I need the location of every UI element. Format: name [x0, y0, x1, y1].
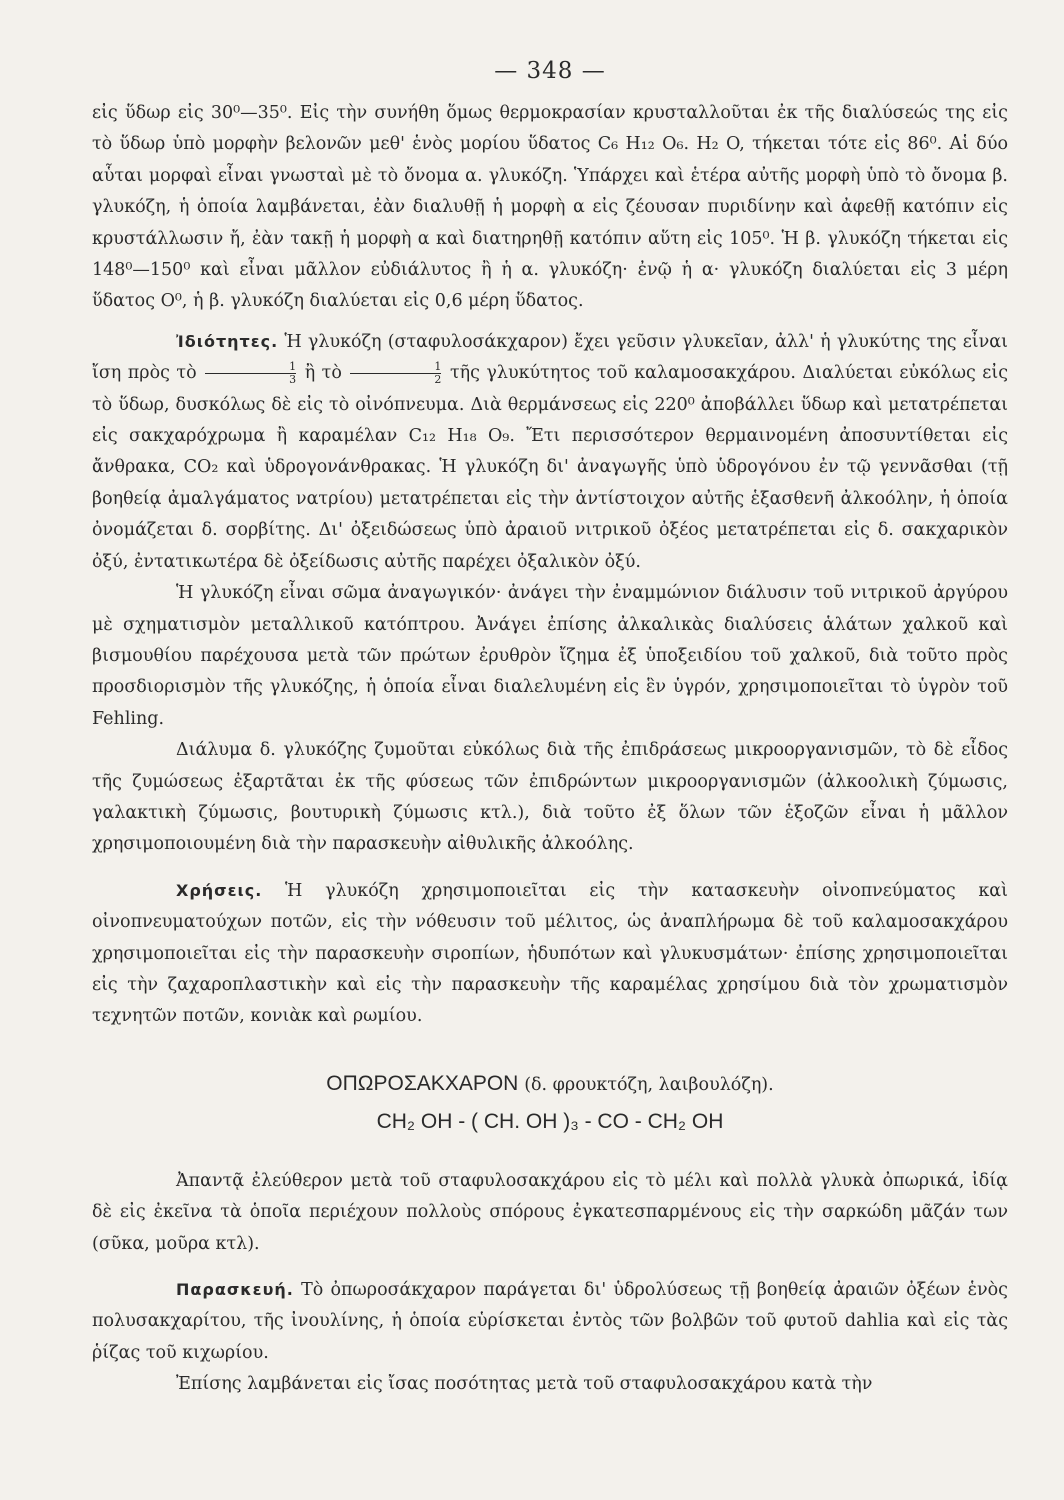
fraction-numerator: 1	[205, 361, 296, 374]
section-title-main: ΟΠΩΡΟΣΑΚΧΑΡΟΝ	[326, 1071, 519, 1095]
preparation-text: Τὸ ὀπωροσάκχαρον παράγεται δι' ὑδρολύσεως τῇ βοηθείᾳ ἀραιῶν ὀξέων ἑνὸς πολυσακχαρίτου, τῆς ἰνουλίνης, ἡ ὁποία εὑρίσκεται ἐντὸς τῶν βολβῶν τοῦ φυτοῦ dahlia καὶ εἰς τὰς ῥίζας τοῦ κιχωρίου.	[92, 1280, 1008, 1363]
properties-heading: Ἰδιότητες.	[176, 331, 279, 351]
fraction-one-half	[350, 361, 441, 386]
paragraph-occurrence: Ἀπαντᾷ ἐλεύθερον μετὰ τοῦ σταφυλοσακχάρου εἰς τὸ μέλι καὶ πολλὰ γλυκὰ ὀπωρικά, ἰδίᾳ δὲ εἰς ἐκεῖνα τὰ ὁποῖα περιέχουν πολλοὺς σπόρους ἐγκατεσπαρμένους εἰς τὴν σαρκώδη μᾶζάν των (σῦκα, μοῦρα κτλ).	[92, 1170, 1008, 1254]
chemical-formula: CH₂ OH - ( CH. OH )₃ - CO - CH₂ OH	[376, 1109, 724, 1133]
uses-heading: Χρήσεις.	[176, 880, 263, 900]
fraction-numerator: 1	[350, 361, 441, 374]
fraction-one-third	[205, 361, 296, 386]
fraction-denominator: 3	[289, 373, 297, 387]
section-title	[92, 1069, 1008, 1100]
uses-text: Ἡ γλυκόζη χρησιμοποιεῖται εἰς τὴν κατασκευὴν οἰνοπνεύματος καὶ οἰνοπνευματούχων ποτῶν, εἰς τὴν νόθευσιν τοῦ μέλιτος, ὡς ἀναπλήρωμα δὲ τοῦ καλαμοσακχάρου χρησιμοποιεῖται εἰς τὴν παρασκευὴν σιροπίων, ἡδυπότων καὶ γλυκυσμάτων· ἐπίσης χρησιμοποιεῖται εἰς τὴν ζαχαροπλαστικὴν καὶ εἰς τὴν παρασκευὴν τῆς καραμέλας χρησίμου διὰ τὸν χρωματισμὸν τεχνητῶν ποτῶν, κονιὰκ καὶ ρωμίου.	[92, 880, 1008, 1027]
paragraph-crystallization: εἰς ὕδωρ εἰς 30⁰—35⁰. Εἰς τὴν συνήθη ὅμως θερμοκρασίαν κρυσταλλοῦται ἐκ τῆς διαλύσεώς της εἰς τὸ ὕδωρ ὑπὸ μορφὴν βελονῶν μεθ' ἑνὸς μορίου ὕδατος C₆ H₁₂ O₆. H₂ O, τήκεται τότε εἰς 86⁰. Αἱ δύο αὗται μορφαὶ εἶναι γνωσταὶ μὲ τὸ ὄνομα α. γλυκόζη. Ὑπάρχει καὶ ἑτέρα αὐτῆς μορφὴ ὑπὸ τὸ ὄνομα β. γλυκόζη, ἡ ὁποία λαμβάνεται, ἐὰν διαλυθῇ ἡ μορφὴ α εἰς ζέουσαν πυριδίνην καὶ ἀφεθῇ κατόπιν εἰς κρυστάλλωσιν ἤ, ἐὰν τακῇ ἡ μορφὴ α καὶ διατηρηθῇ κατόπιν αὕτη εἰς 105⁰. Ἡ β. γλυκόζη τήκεται εἰς 148⁰—150⁰ καὶ εἶναι μᾶλλον εὐδιάλυτος ἢ ἡ α. γλυκόζη· ἐνῷ ἡ α· γλυκόζη διαλύεται εἰς 3 μέρη ὕδατος O⁰, ἡ β. γλυκόζη διαλύεται εἰς 0,6 μέρη ὕδατος.	[92, 103, 1008, 312]
properties-text-a: Ἡ γλυκόζη (σταφυλοσάκχαρον) ἔχει γεῦσιν γλυκεῖαν, ἀλλ' ἡ γλυκύτης της εἶναι ἴση πρὸς τὸ	[92, 331, 1008, 384]
properties-text-c: τῆς γλυκύτητος τοῦ καλαμοσακχάρου. Διαλύεται εὐκόλως εἰς τὸ ὕδωρ, δυσκόλως δὲ εἰς τὸ οἰνόπνευμα. Διὰ θερμάνσεως εἰς 220⁰ ἀποβάλλει ὕδωρ καὶ μετατρέπεται εἰς σακχαρόχρωμα ἢ καραμέλαν C₁₂ H₁₈ O₉. Ἔτι περισσότερον θερμαινομένη ἀποσυντίθεται εἰς ἄνθρακα, CO₂ καὶ ὑδρογονάνθρακας. Ἡ γλυκόζη δι' ἀναγωγῆς ὑπὸ ὑδρογόνου ἐν τῷ γεννᾶσθαι (τῇ βοηθείᾳ ἀμαλγάματος νατρίου) μετατρέπεται εἰς τὴν ἀντίστοιχον αὐτῆς ἑξασθενῆ ἀλκοόλην, ἡ ὁποία ὀνομάζεται δ. σορβίτης. Δι' ὀξειδώσεως ὑπὸ ἀραιοῦ νιτρικοῦ ὀξέος μετατρέπεται εἰς δ. σακχαρικὸν ὀξύ, ἐντατικωτέρα δὲ ὀξείδωσις αὐτῆς παρέχει ὀξαλικὸν ὀξύ.	[92, 363, 1008, 572]
paragraph-properties	[92, 326, 1008, 578]
paragraph-preparation	[92, 1274, 1008, 1369]
paragraph-continuation: Ἐπίσης λαμβάνεται εἰς ἴσας ποσότητας μετὰ τοῦ σταφυλοσακχάρου κατὰ τὴν	[176, 1374, 873, 1395]
preparation-heading: Παρασκευή.	[176, 1280, 294, 1299]
fraction-denominator: 2	[434, 373, 442, 387]
section-title-subtitle: (δ. φρουκτόζη, λαιβουλόζη).	[524, 1074, 774, 1095]
paragraph-reducing: Ἡ γλυκόζη εἶναι σῶμα ἀναγωγικόν· ἀνάγει τὴν ἐναμμώνιον διάλυσιν τοῦ νιτρικοῦ ἀργύρου μὲ σχηματισμὸν μεταλλικοῦ κατόπτρου. Ἀνάγει ἐπίσης ἀλκαλικὰς διαλύσεις ἁλάτων χαλκοῦ καὶ βισμουθίου παρέχουσα μετὰ τῶν πρώτων ἐρυθρὸν ἴζημα ἐξ ὑποξειδίου τοῦ χαλκοῦ, διὰ τοῦτο πρὸς προσδιορισμὸν τῆς γλυκόζης, ἡ ὁποία εἶναι διαλελυμένη εἰς ἓν ὑγρόν, χρησιμοποιεῖται τὸ ὑγρὸν τοῦ Fehling.	[92, 583, 1008, 729]
page-number: — 348 —	[494, 58, 606, 84]
paragraph-uses	[92, 875, 1008, 1033]
properties-text-b: ἢ τὸ	[304, 363, 342, 384]
paragraph-fermentation: Διάλυμα δ. γλυκόζης ζυμοῦται εὐκόλως διὰ τῆς ἐπιδράσεως μικροοργανισμῶν, τὸ δὲ εἶδος τῆς ζυμώσεως ἐξαρτᾶται ἐκ τῆς φύσεως τῶν ἐπιδρώντων μικροοργανισμῶν (ἀλκοολικὴ ζύμωσις, γαλακτικὴ ζύμωσις, βουτυρικὴ ζύμωσις κτλ.), διὰ τοῦτο ἐξ ὅλων τῶν ἑξοζῶν εἶναι ἡ μᾶλλον χρησιμοποιουμένη διὰ τὴν παρασκευὴν αἰθυλικῆς ἀλκοόλης.	[92, 740, 1008, 855]
